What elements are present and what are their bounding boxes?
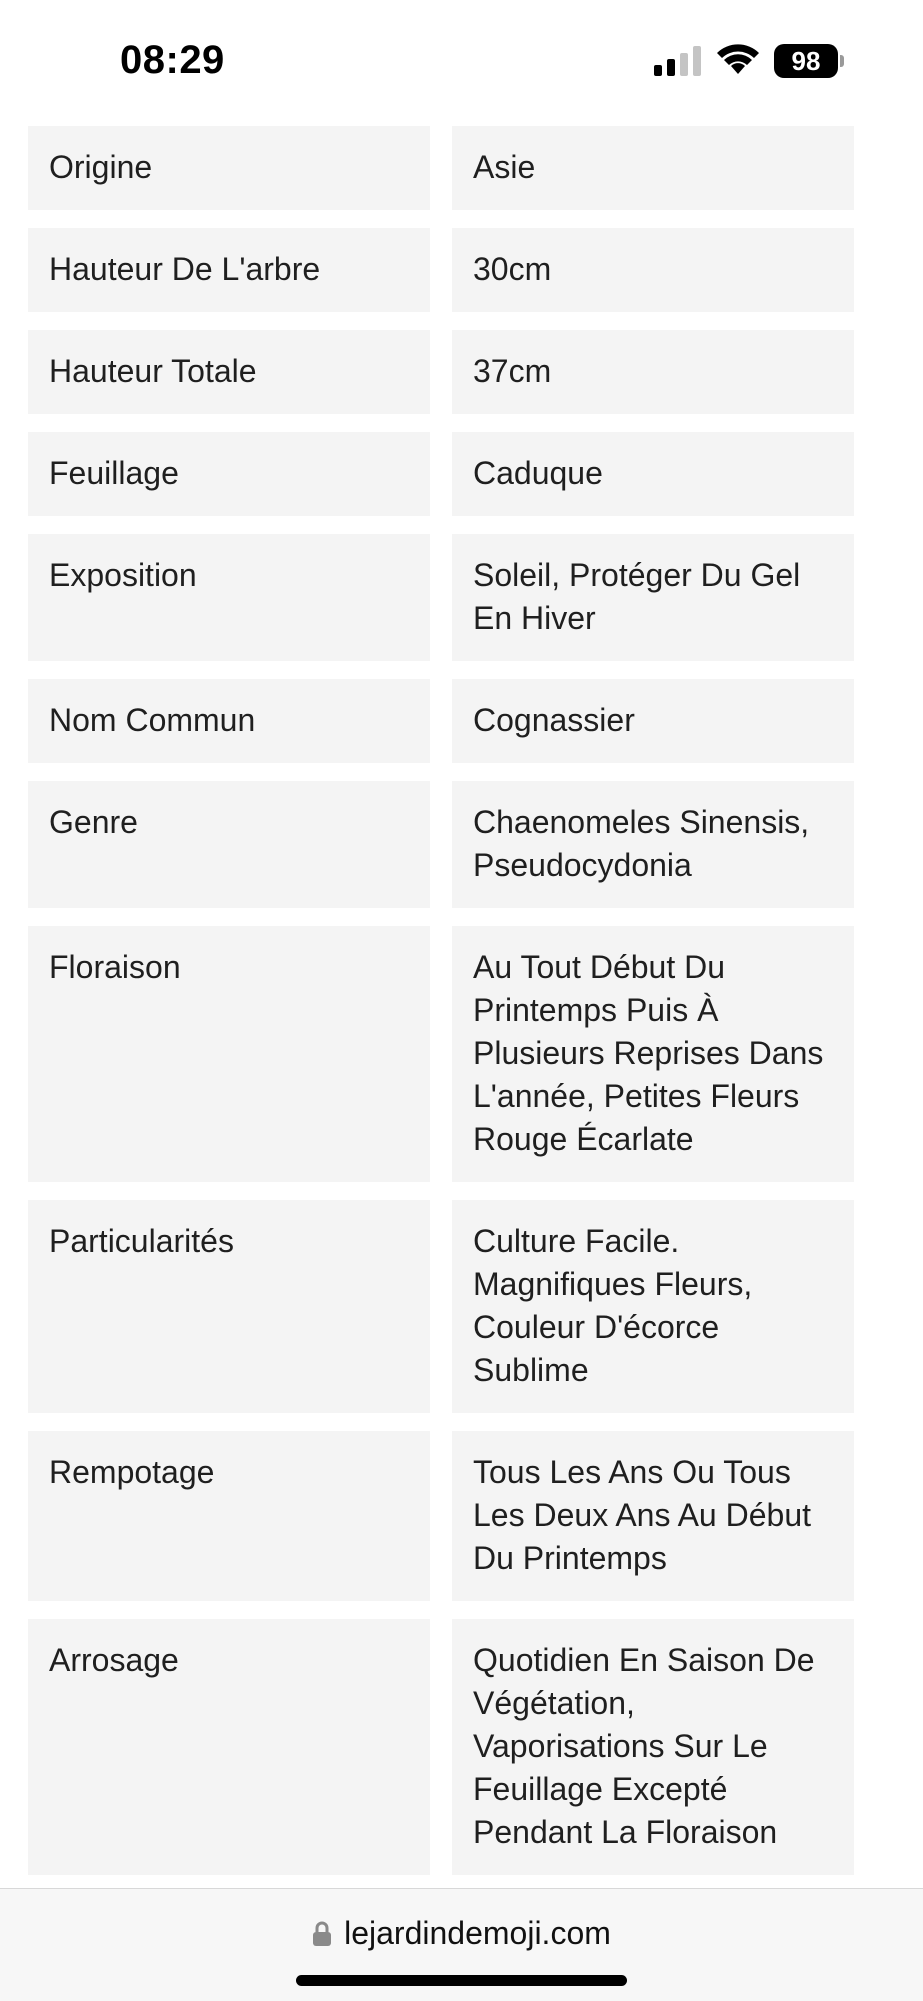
spec-label: Hauteur De L'arbre [28, 228, 430, 312]
spec-row-arrosage [28, 1619, 856, 1875]
spec-row-feuillage [28, 432, 856, 516]
battery-indicator: 98 [774, 44, 838, 78]
spec-value: Soleil, Protéger Du Gel En Hiver [452, 534, 854, 661]
spec-row-hauteur-totale [28, 330, 856, 414]
spec-value: Quotidien En Saison De Végétation, Vaporisations Sur Le Feuillage Excepté Pendant La Floraison [452, 1619, 854, 1875]
spec-label: Rempotage [28, 1431, 430, 1601]
home-indicator[interactable] [296, 1975, 627, 1986]
spec-label: Arrosage [28, 1619, 430, 1875]
spec-table [28, 126, 856, 1893]
address-bar[interactable] [0, 1915, 923, 1952]
spec-value: Caduque [452, 432, 854, 516]
spec-label: Nom Commun [28, 679, 430, 763]
spec-value: Cognassier [452, 679, 854, 763]
spec-row-nom-commun [28, 679, 856, 763]
spec-row-hauteur-arbre [28, 228, 856, 312]
browser-bottom-bar [0, 1888, 923, 2001]
spec-label: Exposition [28, 534, 430, 661]
spec-value: Tous Les Ans Ou Tous Les Deux Ans Au Début Du Printemps [452, 1431, 854, 1601]
lock-icon [312, 1921, 332, 1947]
spec-row-genre [28, 781, 856, 908]
battery-nub [840, 55, 844, 67]
spec-value: Chaenomeles Sinensis, Pseudocydonia [452, 781, 854, 908]
spec-value: Culture Facile. Magnifiques Fleurs, Couleur D'écorce Sublime [452, 1200, 854, 1413]
url-text[interactable]: lejardindemoji.com [344, 1915, 611, 1951]
spec-label: Feuillage [28, 432, 430, 516]
spec-row-rempotage [28, 1431, 856, 1601]
spec-label: Genre [28, 781, 430, 908]
spec-label: Floraison [28, 926, 430, 1182]
spec-value: 30cm [452, 228, 854, 312]
spec-value: Au Tout Début Du Printemps Puis À Plusieurs Reprises Dans L'année, Petites Fleurs Rouge Écarlate [452, 926, 854, 1182]
spec-row-floraison [28, 926, 856, 1182]
spec-value: 37cm [452, 330, 854, 414]
status-bar [0, 0, 923, 120]
spec-label: Origine [28, 126, 430, 210]
spec-label: Particularités [28, 1200, 430, 1413]
spec-row-exposition [28, 534, 856, 661]
cellular-signal-icon [654, 46, 704, 76]
spec-value: Asie [452, 126, 854, 210]
status-time: 08:29 [120, 38, 225, 82]
spec-row-origine [28, 126, 856, 210]
spec-row-particularites [28, 1200, 856, 1413]
wifi-icon [716, 44, 760, 76]
spec-label: Hauteur Totale [28, 330, 430, 414]
